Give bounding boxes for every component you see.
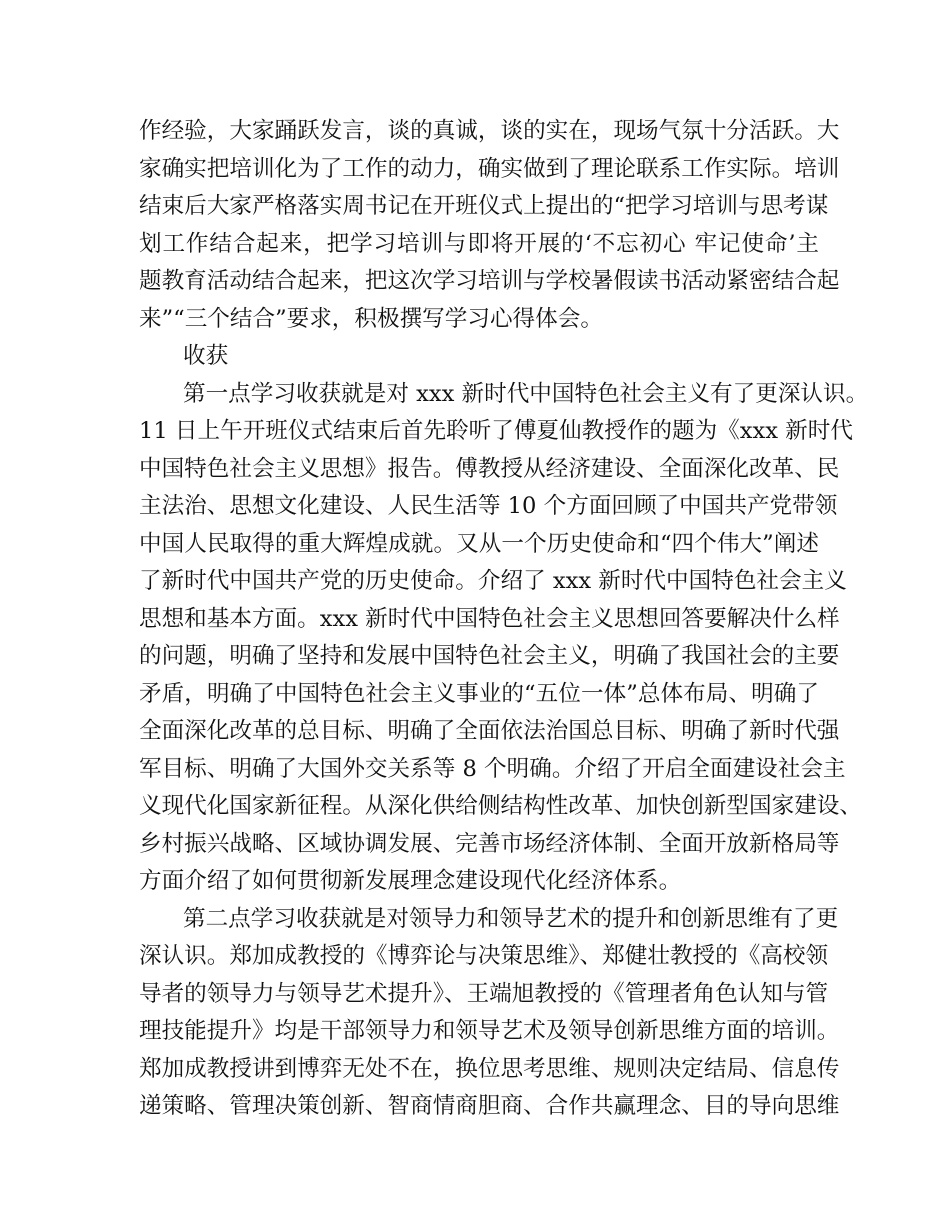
- text-line: 家确实把培训化为了工作的动力，确实做到了理论联系工作实际。培训: [139, 155, 840, 182]
- text-line: 全面深化改革的总目标、明确了全面依法治国总目标、明确了新时代强: [139, 718, 840, 744]
- text-line: 的问题，明确了坚持和发展中国特色社会主义，明确了我国社会的主要: [139, 643, 840, 669]
- text-line: 作经验，大家踊跃发言，谈的真诚，谈的实在，现场气氛十分活跃。大: [139, 118, 840, 144]
- text-line: 乡村振兴战略、区域协调发展、完善市场经济体制、全面开放新格局等: [139, 830, 840, 857]
- text-line: 题教育活动结合起来，把这次学习培训与学校暑假读书活动紧密结合起: [139, 268, 840, 294]
- text-line: 划工作结合起来，把学习培训与即将开展的‘不忘初心 牢记使命’主: [139, 230, 819, 257]
- text-line: 主法治、思想文化建设、人民生活等 10 个方面回顾了中国共产党带领: [139, 493, 838, 519]
- text-line: 思想和基本方面。xxx 新时代中国特色社会主义思想回答要解决什么样: [139, 605, 840, 632]
- text-line: 郑加成教授讲到博弈无处不在，换位思考思维、规则决定结局、信息传: [139, 1055, 840, 1082]
- text-line: 导者的领导力与领导艺术提升》、王端旭教授的《管理者角色认知与管: [139, 980, 829, 1007]
- text-line: 递策略、管理决策创新、智商情商胆商、合作共赢理念、目的导向思维: [139, 1093, 840, 1119]
- text-line: 理技能提升》均是干部领导力和领导艺术及领导创新思维方面的培训。: [139, 1018, 840, 1044]
- text-line: 深认识。郑加成教授的《博弈论与决策思维》、郑健壮教授的《高校领: [139, 943, 829, 969]
- text-line: 11 日上午开班仪式结束后首先聆听了傅夏仙教授作的题为《xxx 新时代: [139, 418, 853, 444]
- document-body: [139, 113, 869, 1126]
- section-heading: 收获: [183, 343, 229, 369]
- text-line: 中国人民取得的重大辉煌成就。又从一个历史使命和“四个伟大”阐述: [139, 530, 819, 557]
- text-line: 结束后大家严格落实周书记在开班仪式上提出的“把学习培训与思考谋: [139, 193, 829, 219]
- text-line: 义现代化国家新征程。从深化供给侧结构性改革、加快创新型国家建设、: [139, 793, 862, 819]
- text-line: 军目标、明确了大国外交关系等 8 个明确。介绍了开启全面建设社会主: [139, 755, 846, 782]
- paragraph-second-gain: [139, 901, 840, 1126]
- text-line: 第一点学习收获就是对 xxx 新时代中国特色社会主义有了更深认识。: [183, 380, 869, 407]
- text-line: 来”“三个结合”要求，积极撰写学习心得体会。: [139, 305, 603, 332]
- text-line: 中国特色社会主义思想》报告。傅教授从经济建设、全面深化改革、民: [139, 455, 840, 482]
- text-line: 了新时代中国共产党的历史使命。介绍了 xxx 新时代中国特色社会主义: [139, 568, 847, 594]
- paragraph-first-gain: [139, 376, 869, 901]
- text-line: 矛盾，明确了中国特色社会主义事业的“五位一体”总体布局、明确了: [139, 680, 819, 707]
- text-line: 第二点学习收获就是对领导力和领导艺术的提升和创新思维有了更: [183, 905, 839, 932]
- paragraph-continuation: [139, 113, 840, 338]
- text-line: 方面介绍了如何贯彻新发展理念建设现代化经济体系。: [139, 868, 682, 894]
